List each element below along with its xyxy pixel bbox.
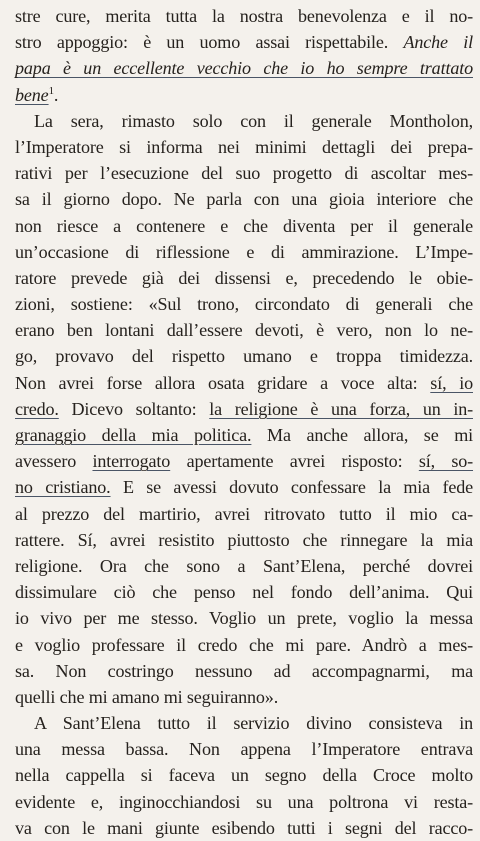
- text-line: [15, 239, 473, 265]
- text-line: [15, 370, 473, 396]
- text-line: [15, 343, 473, 369]
- text-line: [15, 789, 473, 815]
- text-run: La sera, rimasto solo con il generale Montholon,: [34, 110, 473, 131]
- paragraph: [15, 108, 473, 710]
- text-line: [15, 527, 473, 553]
- text-line: [15, 317, 473, 343]
- text-run: .: [53, 84, 59, 105]
- paragraph: [15, 710, 473, 841]
- text-line: [15, 3, 473, 29]
- text-run: erano ben lontani dall’essere devoti, è vero, non lo ne-: [15, 320, 473, 341]
- text-run: sí, so-: [418, 451, 474, 472]
- text-run: evidente e, inginocchiandosi su una poltrona vi resta-: [15, 791, 473, 812]
- text-run: stro appoggio: è un uomo assai rispettabile.: [15, 32, 404, 53]
- text-run: quelli che mi amano mi seguiranno».: [15, 686, 279, 707]
- text-run: va con le mani giunte esibendo tutti i segni del racco-: [15, 817, 473, 838]
- text-line: [15, 553, 473, 579]
- text-line: [15, 684, 473, 710]
- text-line: [15, 501, 473, 527]
- text-line: [15, 422, 473, 448]
- text-run: go, provavo del rispetto umano e troppa timidezza.: [15, 346, 473, 367]
- text-line: [15, 291, 473, 317]
- text-run: al prezzo del martirio, avrei ritrovato tutto il mio ca-: [15, 503, 473, 524]
- text-run: no cristiano.: [15, 477, 111, 498]
- text-run: sí, io: [430, 372, 473, 393]
- text-run: e voglio professare il credo che mi pare. Andrò a mes-: [15, 634, 473, 655]
- italic-text: Anche il: [403, 32, 473, 53]
- text-run: rattere. Sí, avrei resistito piuttosto che rinnegare la mia: [15, 529, 473, 550]
- text-run: religione. Ora che sono a Sant’Elena, perché dovrei: [15, 555, 473, 576]
- text-line: [15, 186, 473, 212]
- text-line: [15, 108, 473, 134]
- text-run: rativi per l’esecuzione del suo progetto di ascoltar mes-: [15, 163, 473, 184]
- footnote-marker: 1: [48, 84, 54, 97]
- text-run: sa il giorno dopo. Ne parla con una gioia interiore che: [15, 189, 473, 210]
- text-line: [15, 474, 473, 500]
- text-run: io vivo per me stesso. Voglio un prete, voglio la messa: [15, 608, 473, 629]
- text-run: avessero: [15, 451, 93, 472]
- text-run: sa. Non costringo nessuno ad accompagnarmi, ma: [15, 660, 473, 681]
- text-run: stre cure, merita tutta la nostra benevolenza e il no-: [15, 6, 473, 26]
- text-line: [15, 710, 473, 736]
- italic-text: bene: [15, 84, 49, 105]
- text-run: Ma anche allora, se mi: [251, 425, 474, 445]
- text-run: nella cappella si faceva un segno della Croce molto: [15, 765, 473, 786]
- text-line: [15, 160, 473, 186]
- text-line: [15, 762, 473, 788]
- text-line: [15, 55, 473, 81]
- text-run: una messa bassa. Non appena l’Imperatore entrava: [15, 739, 473, 760]
- text-run: E se avessi dovuto confessare la mia fede: [110, 477, 473, 498]
- text-run: zioni, sostiene: «Sul trono, circondato di generali che: [15, 294, 473, 315]
- text-line: [15, 632, 473, 658]
- text-line: [15, 605, 473, 631]
- text-run: granaggio della mia politica.: [15, 425, 252, 445]
- text-run: interrogato: [92, 451, 171, 472]
- text-line: [15, 82, 473, 108]
- text-run: non riesce a contenere e che diventa per il generale: [15, 215, 473, 236]
- text-line: [15, 134, 473, 160]
- text-run: A Sant’Elena tutto il servizio divino consisteva in: [34, 713, 473, 734]
- text-line: [15, 448, 473, 474]
- text-run: la religione è una forza, un in-: [209, 398, 473, 419]
- text-line: [15, 579, 473, 605]
- text-line: [15, 658, 473, 684]
- text-run: ratore prevede già dei dissensi e, precedendo le obie-: [15, 267, 473, 288]
- text-run: Non avrei forse allora osata gridare a voce alta:: [15, 372, 431, 393]
- text-line: [15, 265, 473, 291]
- text-line: [15, 736, 473, 762]
- text-run: un’occasione di riflessione e di ammirazione. L’Impe-: [15, 241, 473, 262]
- paragraph: [15, 3, 473, 108]
- text-line: [15, 213, 473, 239]
- italic-text: papa è un eccellente vecchio che io ho sempre trattato: [15, 58, 473, 79]
- text-run: l’Imperatore si informa nei minimi dettagli dei prepa-: [15, 136, 473, 157]
- text-run: Dicevo soltanto:: [58, 398, 210, 419]
- text-line: [15, 29, 473, 55]
- text-run: apertamente avrei risposto:: [170, 451, 419, 472]
- text-line: [15, 815, 473, 841]
- text-run: credo.: [15, 398, 59, 419]
- text-line: [15, 396, 473, 422]
- book-page: [15, 3, 473, 841]
- text-run: dissimulare ciò che penso nel fondo dell’anima. Qui: [15, 582, 473, 603]
